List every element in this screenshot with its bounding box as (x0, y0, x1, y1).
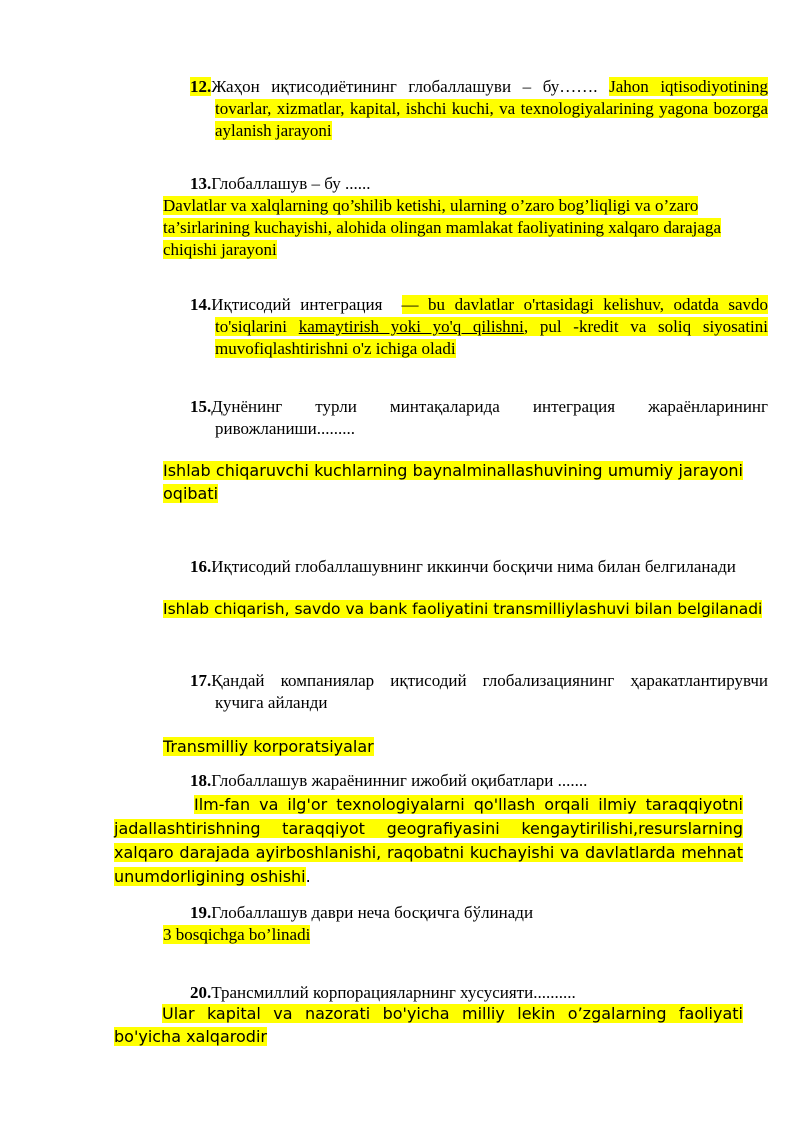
question-number: 12. (190, 77, 212, 96)
answer-trail: . (305, 867, 311, 886)
question-number: 18. (190, 771, 212, 790)
question-17 (190, 670, 768, 714)
question-number: 13. (190, 174, 212, 193)
question-text: Трансмиллий корпорацияларнинг хусусияти.......... (211, 983, 576, 1002)
question-number: 17. (190, 671, 212, 690)
answer-text: Jahon iqtisodiyotining tovarlar, xizmatlar, kapital, ishchi kuchi, va texnologiyalarining yagona bozorga aylanish jarayoni (215, 77, 769, 140)
answer-text: Ilm-fan va ilg'or texnologiyalarni qo'llash orqali ilmiy taraqqiyotni jadallashtirishning taraqqiyot geografiyasini kengaytirilishi,resurslarning xalqaro darajada ayirboshlanishi, raqobatni kuchayishi va davlatlarda mehnat unumdorligining oshishi (114, 795, 743, 886)
question-number: 20. (190, 983, 212, 1002)
answer-18 (114, 793, 743, 889)
answer-15 (163, 459, 743, 505)
answer-20 (114, 1002, 743, 1048)
answer-underlined: kamaytirish yoki yo'q qilishni (298, 317, 524, 336)
question-number: 16. (190, 557, 212, 576)
answer-19 (163, 924, 723, 946)
answer-text: Davlatlar va xalqlarning qo’shilib ketishi, ularning o’zaro bog’liqligi va o’zaro ta’sirlarining kuchayishi, alohida olingan mamlakat faoliyatining xalqaro darajaga chiqishi jarayoni (163, 196, 721, 259)
question-15 (190, 396, 768, 440)
question-19 (190, 902, 743, 924)
answer-13 (163, 195, 723, 261)
question-text: Иқтисодий глобаллашувнинг иккинчи босқичи нима билан белгиланади (211, 557, 736, 576)
question-13 (190, 173, 743, 195)
answer-17 (163, 735, 743, 758)
answer-text-2: , pul -kredit va soliq siyosatini muvofiqlashtirishni o'z ichiga oladi (215, 317, 768, 358)
question-18 (190, 770, 743, 792)
question-text: Жаҳон иқтисодиётининг глобаллашуви – бу……. (211, 77, 598, 96)
answer-text: Ular kapital va nazorati bo'yicha milliy lekin o’zgalarning faoliyati bo'yicha xalqarodir (114, 1004, 743, 1046)
question-text: Глобаллашув – бу ...... (211, 174, 371, 193)
question-14 (190, 294, 768, 360)
question-16 (190, 556, 768, 578)
question-text: Иқтисодий интеграция (211, 295, 383, 314)
question-number: 15. (190, 397, 212, 416)
answer-text: Ishlab chiqaruvchi kuchlarning baynalminallashuvining umumiy jarayoni oqibati (163, 461, 743, 503)
answer-16 (163, 598, 763, 621)
question-text: Дунёнинг турли минтақаларида интеграция жараёнларининг ривожланиши......... (211, 397, 768, 438)
question-number: 19. (190, 903, 212, 922)
question-12 (190, 76, 768, 142)
question-text: Глобаллашув даври неча босқичга бўлинади (211, 903, 534, 922)
question-text: Қандай компаниялар иқтисодий глобализациянинг ҳаракатлантирувчи кучига айланди (211, 671, 768, 712)
question-number: 14. (190, 295, 212, 314)
answer-text: Ishlab chiqarish, savdo va bank faoliyatini transmilliylashuvi bilan belgilanadi (163, 600, 763, 618)
answer-text: 3 bosqichga bo’linadi (163, 925, 311, 944)
answer-text: — bu davlatlar o'rtasidagi kelishuv, odatda savdo to'siqlarini (215, 295, 768, 336)
question-text: Глобаллашув жараёнинниг ижобий оқибатлари ....... (211, 771, 588, 790)
question-20 (190, 982, 743, 1004)
answer-text: Transmilliy korporatsiyalar (163, 737, 374, 756)
